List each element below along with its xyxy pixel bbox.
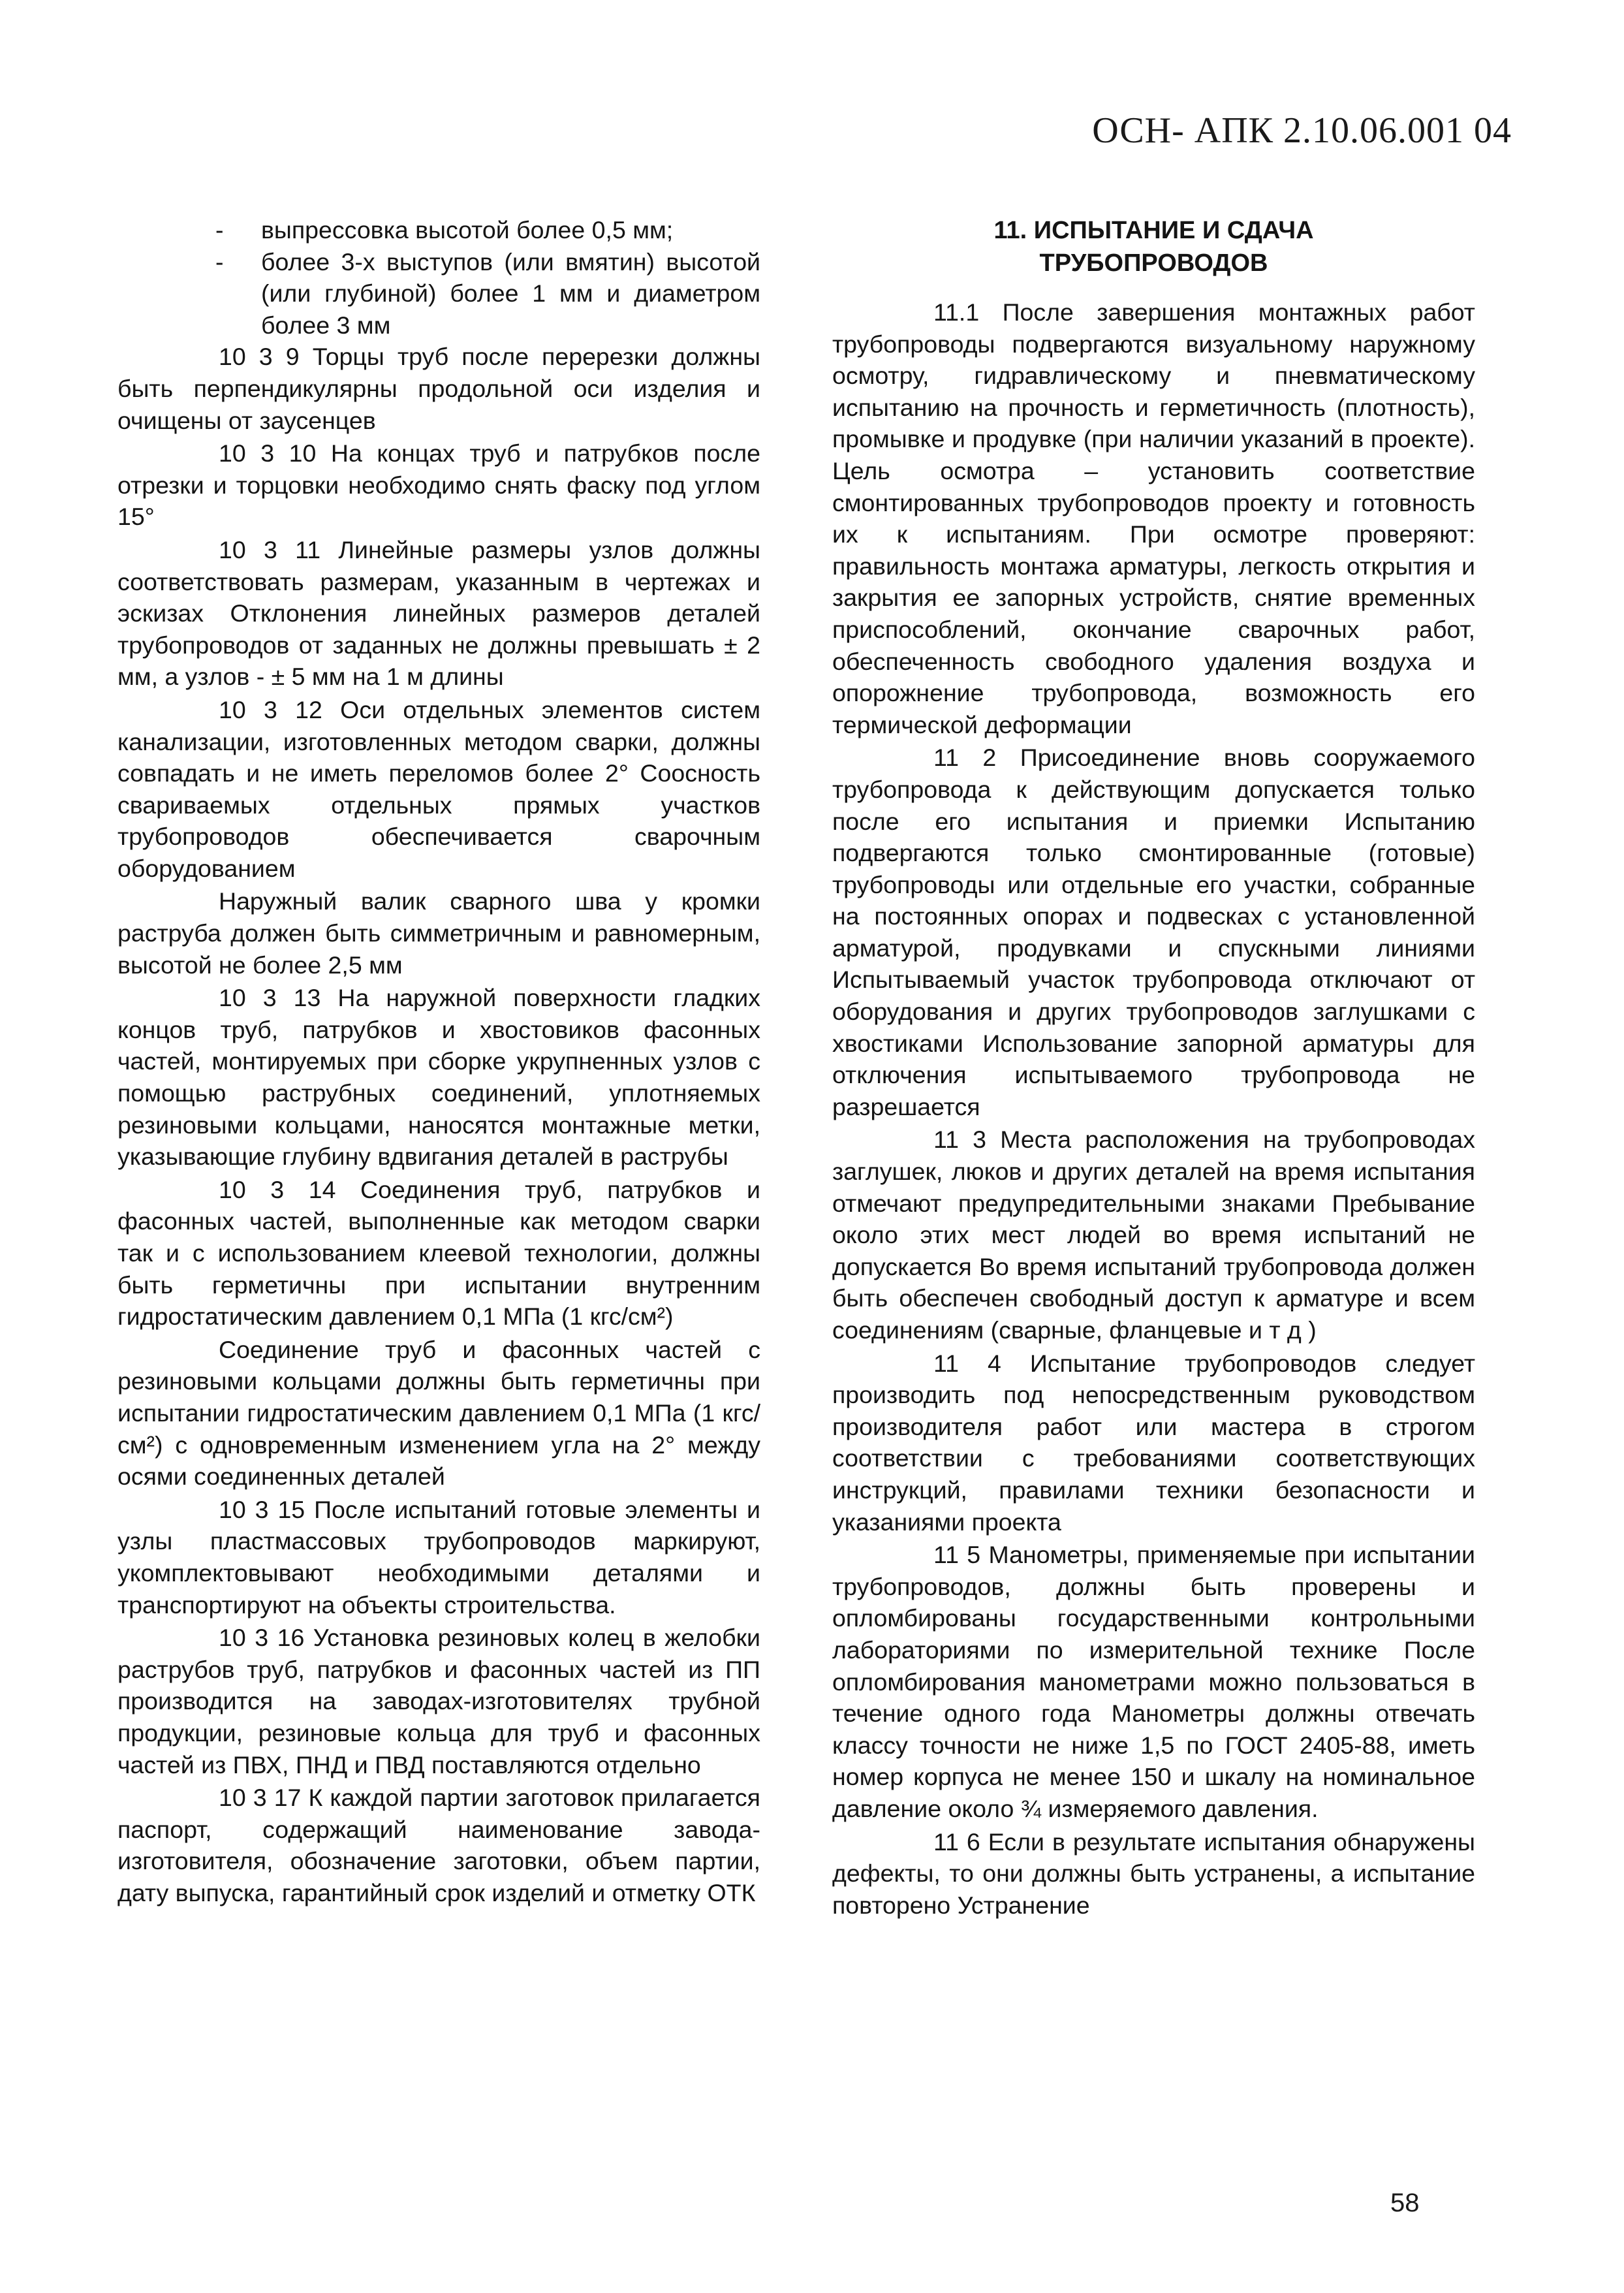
paragraph-10-3-15: 10 3 15 После испытаний готовые элементы и узлы пластмассовых трубопроводов маркируют, укомплектовывают необходимыми деталями и транспортируют на объекты строительства. [117, 1495, 760, 1619]
defect-bullet-list [117, 214, 760, 341]
paragraph-11-1: 11.1 После завершения монтажных работ трубопроводы подвергаются визуальному наружному осмотру, гидравлическому и пневматическому испытанию на прочность и герметичность (плотность), промывке и продувке (при наличии указаний в проекте). Цель осмотра – установить соответствие смонтированных трубопроводов проекту и готовность их к испытаниям. При осмотре проверяют: правильность монтажа арматуры, легкость открытия и закрытия ее запорных устройств, снятие временных приспособлений, окончание сварочных работ, обеспеченность свободного удаления воздуха и опорожнение трубопровода, возможность его термической деформации [832, 298, 1475, 738]
document-code-header: ОСН- АПК 2.10.06.001 04 [1092, 110, 1512, 151]
paragraph-10-3-17: 10 3 17 К каждой партии заготовок прилагается паспорт, содержащий наименование завода-изготовителя, обозначение заготовки, объем партии, дату выпуска, гарантийный срок изделий и отметку ОТК [117, 1784, 760, 1906]
paragraph-11-6: 11 6 Если в результате испытания обнаружены дефекты, то они должны быть устранены, а испытание повторено Устранение [832, 1827, 1475, 1919]
paragraph-10-3-10: 10 3 10 На концах труб и патрубков после отрезки и торцовки необходимо снять фаску под углом 15° [117, 439, 760, 531]
paragraph-11-2: 11 2 Присоединение вновь сооружаемого трубопровода к действующим допускается только после его испытания и приемки Испытанию подвергаются только смонтированные (готовые) трубопроводы или отдельные его участки, собранные на постоянных опорах и подвесках с установленной арматурой, продувками и спускными линиями Испытываемый участок трубопровода отключают от оборудования и других трубопроводов заглушками с хвостиками Использование запорной арматуры для отключения испытываемого трубопровода не разрешается [832, 744, 1475, 1120]
bullet-dash: - [215, 247, 224, 276]
paragraph-rubber-ring-joints: Соединение труб и фасонных частей с резиновыми кольцами должны быть герметичны при испытании гидростатическим давлением 0,1 МПа (1 кгс/см²) с одновременным изменением угла на 2° между осями соединенных деталей [117, 1335, 760, 1491]
paragraph-10-3-14: 10 3 14 Соединения труб, патрубков и фасонных частей, выполненные как методом сварки так и с использованием клеевой технологии, должны быть герметичны при испытании внутренним гидростатическим давлением 0,1 МПа (1 кгс/см²) [117, 1175, 760, 1331]
paragraph-10-3-16: 10 3 16 Установка резиновых колец в желобки раструбов труб, патрубков и фасонных частей из ПП производится на заводах-изготовителях трубной продукции, резиновые кольца для труб и фасонных частей из ПВХ, ПНД и ПВД поставляются отдельно [117, 1624, 760, 1779]
paragraph-11-3: 11 3 Места расположения на трубопроводах заглушек, люков и других деталей на время испытания отмечают предупредительными знаками Пребывание около этих мест людей во время испытаний не допускается Во время испытаний трубопровода должен быть обеспечен свободный доступ к арматуре и всем соединениям (сварные, фланцевые и т д ) [832, 1126, 1475, 1344]
paragraph-weld-bead: Наружный валик сварного шва у кромки раструба должен быть симметричным и равномерным, высотой не более 2,5 мм [117, 887, 760, 979]
bullet-item: - выпрессовка высотой более 0,5 мм; [117, 214, 760, 246]
bullet-dash: - [215, 216, 224, 244]
section-title [832, 214, 1475, 279]
paragraph-10-3-11: 10 3 11 Линейные размеры узлов должны соответствовать размерам, указанным в чертежах и эскизах Отклонения линейных размеров деталей трубопроводов от заданных не должны превышать ± 2 мм, а узлов - ± 5 мм на 1 м длины [117, 535, 760, 691]
paragraph-10-3-13: 10 3 13 На наружной поверхности гладких концов труб, патрубков и хвостовиков фасонных частей, монтируемых при сборке укрупненных узлов с помощью раструбных соединений, уплотняемых резиновыми кольцами, наносятся монтажные метки, указывающие глубину вдвигания деталей в раструбы [117, 984, 760, 1171]
paragraph-11-4: 11 4 Испытание трубопроводов следует производить под непосредственным руководством производителя работ или мастера в строгом соответствии с требованиями соответствующих инструкций, правилами техники безопасности и указаниями проекта [832, 1349, 1475, 1536]
page-number: 58 [1390, 2189, 1420, 2217]
section-title-line2: ТРУБОПРОВОДОВ [1039, 249, 1268, 277]
left-column [117, 214, 760, 1910]
right-column [832, 214, 1475, 1922]
paragraph-10-3-12: 10 3 12 Оси отдельных элементов систем канализации, изготовленных методом сварки, должны совпадать и не иметь переломов более 2° Соосность свариваемых отдельных прямых участков трубопроводов обеспечивается сварочным оборудованием [117, 695, 760, 882]
bullet-item: - более 3-х выступов (или вмятин) высотой (или глубиной) более 1 мм и диаметром более 3 мм [117, 246, 760, 341]
section-title-line1: 11. ИСПЫТАНИЕ И СДАЧА [993, 217, 1314, 244]
paragraph-10-3-9: 10 3 9 Торцы труб после перерезки должны быть перпендикулярны продольной оси изделия и очищены от заусенцев [117, 343, 760, 434]
paragraph-11-5: 11 5 Манометры, применяемые при испытании трубопроводов, должны быть проверены и опломбированы государственными контрольными лабораториями по измерительной технике После опломбирования манометрами можно пользоваться в течение одного года Манометры должны отвечать классу точности не ниже 1,5 по ГОСТ 2405-88, иметь номер корпуса не менее 150 и шкалу на номинальное давление около ¾ измеряемого давления. [832, 1541, 1475, 1822]
